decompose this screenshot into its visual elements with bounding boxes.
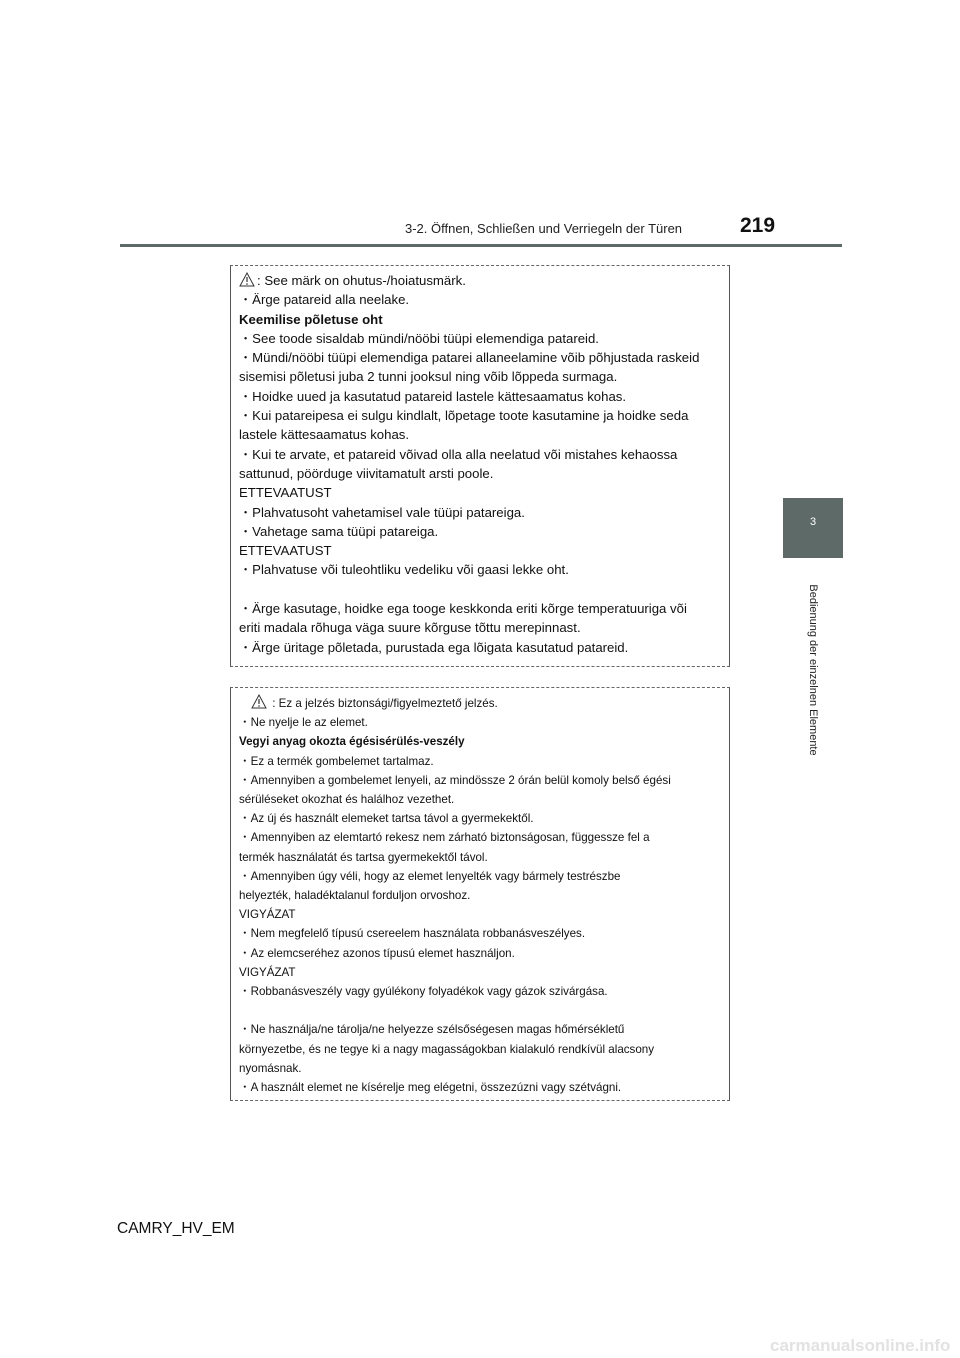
notice-line: ・Ne használja/ne tárolja/ne helyezze szélsőségesen magas hőmérsékletű	[239, 1023, 625, 1037]
symbol-explanation-line	[239, 271, 719, 290]
notice-line: ・Nem megfelelő típusú csereelem használata robbanásveszélyes.	[239, 927, 586, 941]
notice-line: sérüléseket okozhat és halálhoz vezethet.	[239, 793, 455, 807]
notice-line: Keemilise põletuse oht	[239, 311, 383, 327]
notice-line: ・Hoidke uued ja kasutatud patareid lastele kättesaamatus kohas.	[239, 388, 627, 404]
notice-line: sattunud, pöörduge viivitamatult arsti poole.	[239, 465, 494, 481]
notice-line: ・A használt elemet ne kísérelje meg elégetni, összezúzni vagy szétvágni.	[239, 1081, 622, 1095]
chapter-number: 3	[809, 516, 817, 528]
notice-line: eriti madala rõhuga väga suure kõrguse tõttu merepinnast.	[239, 620, 581, 636]
notice-line: nyomásnak.	[239, 1061, 302, 1075]
notice-line: Vegyi anyag okozta égésisérülés-veszély	[239, 735, 465, 749]
notice-line: termék használatát és tartsa gyermekektől távol.	[239, 850, 488, 864]
chapter-tab	[783, 498, 843, 558]
notice-line: ・Kui te arvate, et patareid võivad olla alla neelatud või mistahes kehaossa	[239, 446, 678, 462]
symbol-explanation-line	[239, 694, 719, 713]
notice-line: ETTEVAATUST	[239, 543, 332, 559]
notice-line: helyezték, haladéktalanul forduljon orvoshoz.	[239, 889, 471, 903]
notice-line: ・Amennyiben a gombelemet lenyeli, az mindössze 2 órán belül komoly belső égési	[239, 773, 671, 787]
notice-line: ・Amennyiben úgy véli, hogy az elemet lenyelték vagy bármely testrészbe	[239, 869, 621, 883]
hungarian-lines	[239, 713, 719, 1097]
notice-line	[239, 580, 719, 599]
model-code: CAMRY_HV_EM	[117, 1220, 235, 1237]
notice-line: VIGYÁZAT	[239, 965, 296, 979]
notice-line: lastele kättesaamatus kohas.	[239, 427, 410, 443]
notice-line: VIGYÁZAT	[239, 908, 296, 922]
notice-line: környezetbe, és ne tegye ki a nagy magasságokban kialakuló rendkívül alacsony	[239, 1042, 655, 1056]
notice-line: sisemisi põletusi juba 2 tunni jooksul ning võib lõppeda surmaga.	[239, 369, 618, 385]
notice-line: ・Ärge üritage põletada, purustada ega lõigata kasutatud patareid.	[239, 639, 629, 655]
battery-warning-estonian	[230, 265, 730, 667]
notice-line: ・Amennyiben az elemtartó rekesz nem zárható biztonságosan, függessze fel a	[239, 831, 650, 845]
notice-line: ・Ärge patareid alla neelake.	[239, 292, 410, 308]
symbol-explanation-text: : See märk on ohutus-/hoiatusmärk.	[257, 273, 466, 288]
notice-line: ・See toode sisaldab mündi/nööbi tüüpi elemendiga patareid.	[239, 330, 599, 346]
notice-line: ・Az elemcseréhez azonos típusú elemet használjon.	[239, 946, 515, 960]
symbol-explanation-text: : Ez a jelzés biztonsági/figyelmeztető jelzés.	[269, 697, 498, 710]
page-number: 219	[740, 214, 776, 237]
notice-line: ・Kui patareipesa ei sulgu kindlalt, lõpetage toote kasutamine ja hoidke seda	[239, 408, 689, 424]
notice-line: ・Robbanásveszély vagy gyúlékony folyadékok vagy gázok szivárgása.	[239, 985, 608, 999]
notice-line: ・Plahvatusoht vahetamisel vale tüüpi patareiga.	[239, 504, 525, 520]
notice-line: ・Az új és használt elemeket tartsa távol a gyermekektől.	[239, 812, 534, 826]
notice-line	[239, 1001, 719, 1020]
watermark: carmanualsonline.info	[770, 1336, 951, 1355]
notice-line: ・Plahvatuse või tuleohtliku vedeliku või gaasi lekke oht.	[239, 562, 569, 578]
notice-line: ・Vahetage sama tüüpi patareiga.	[239, 523, 439, 539]
battery-warning-hungarian	[230, 687, 730, 1101]
notice-line: ETTEVAATUST	[239, 485, 332, 501]
warning-triangle-icon	[239, 272, 255, 287]
notice-line: ・Ärge kasutage, hoidke ega tooge keskkonda eriti kõrge temperatuuriga või	[239, 601, 687, 617]
notice-line: ・Ez a termék gombelemet tartalmaz.	[239, 754, 434, 768]
header-divider	[120, 244, 842, 247]
warning-triangle-icon	[251, 694, 267, 709]
notice-line: ・Ne nyelje le az elemet.	[239, 716, 368, 730]
section-title: 3-2. Öffnen, Schließen und Verriegeln der Türen	[405, 221, 683, 236]
estonian-lines	[239, 290, 719, 657]
notice-line: ・Mündi/nööbi tüüpi elemendiga patarei allaneelamine võib põhjustada raskeid	[239, 350, 700, 366]
chapter-side-label: Bedienung der einzelnen Elemente	[807, 584, 819, 756]
